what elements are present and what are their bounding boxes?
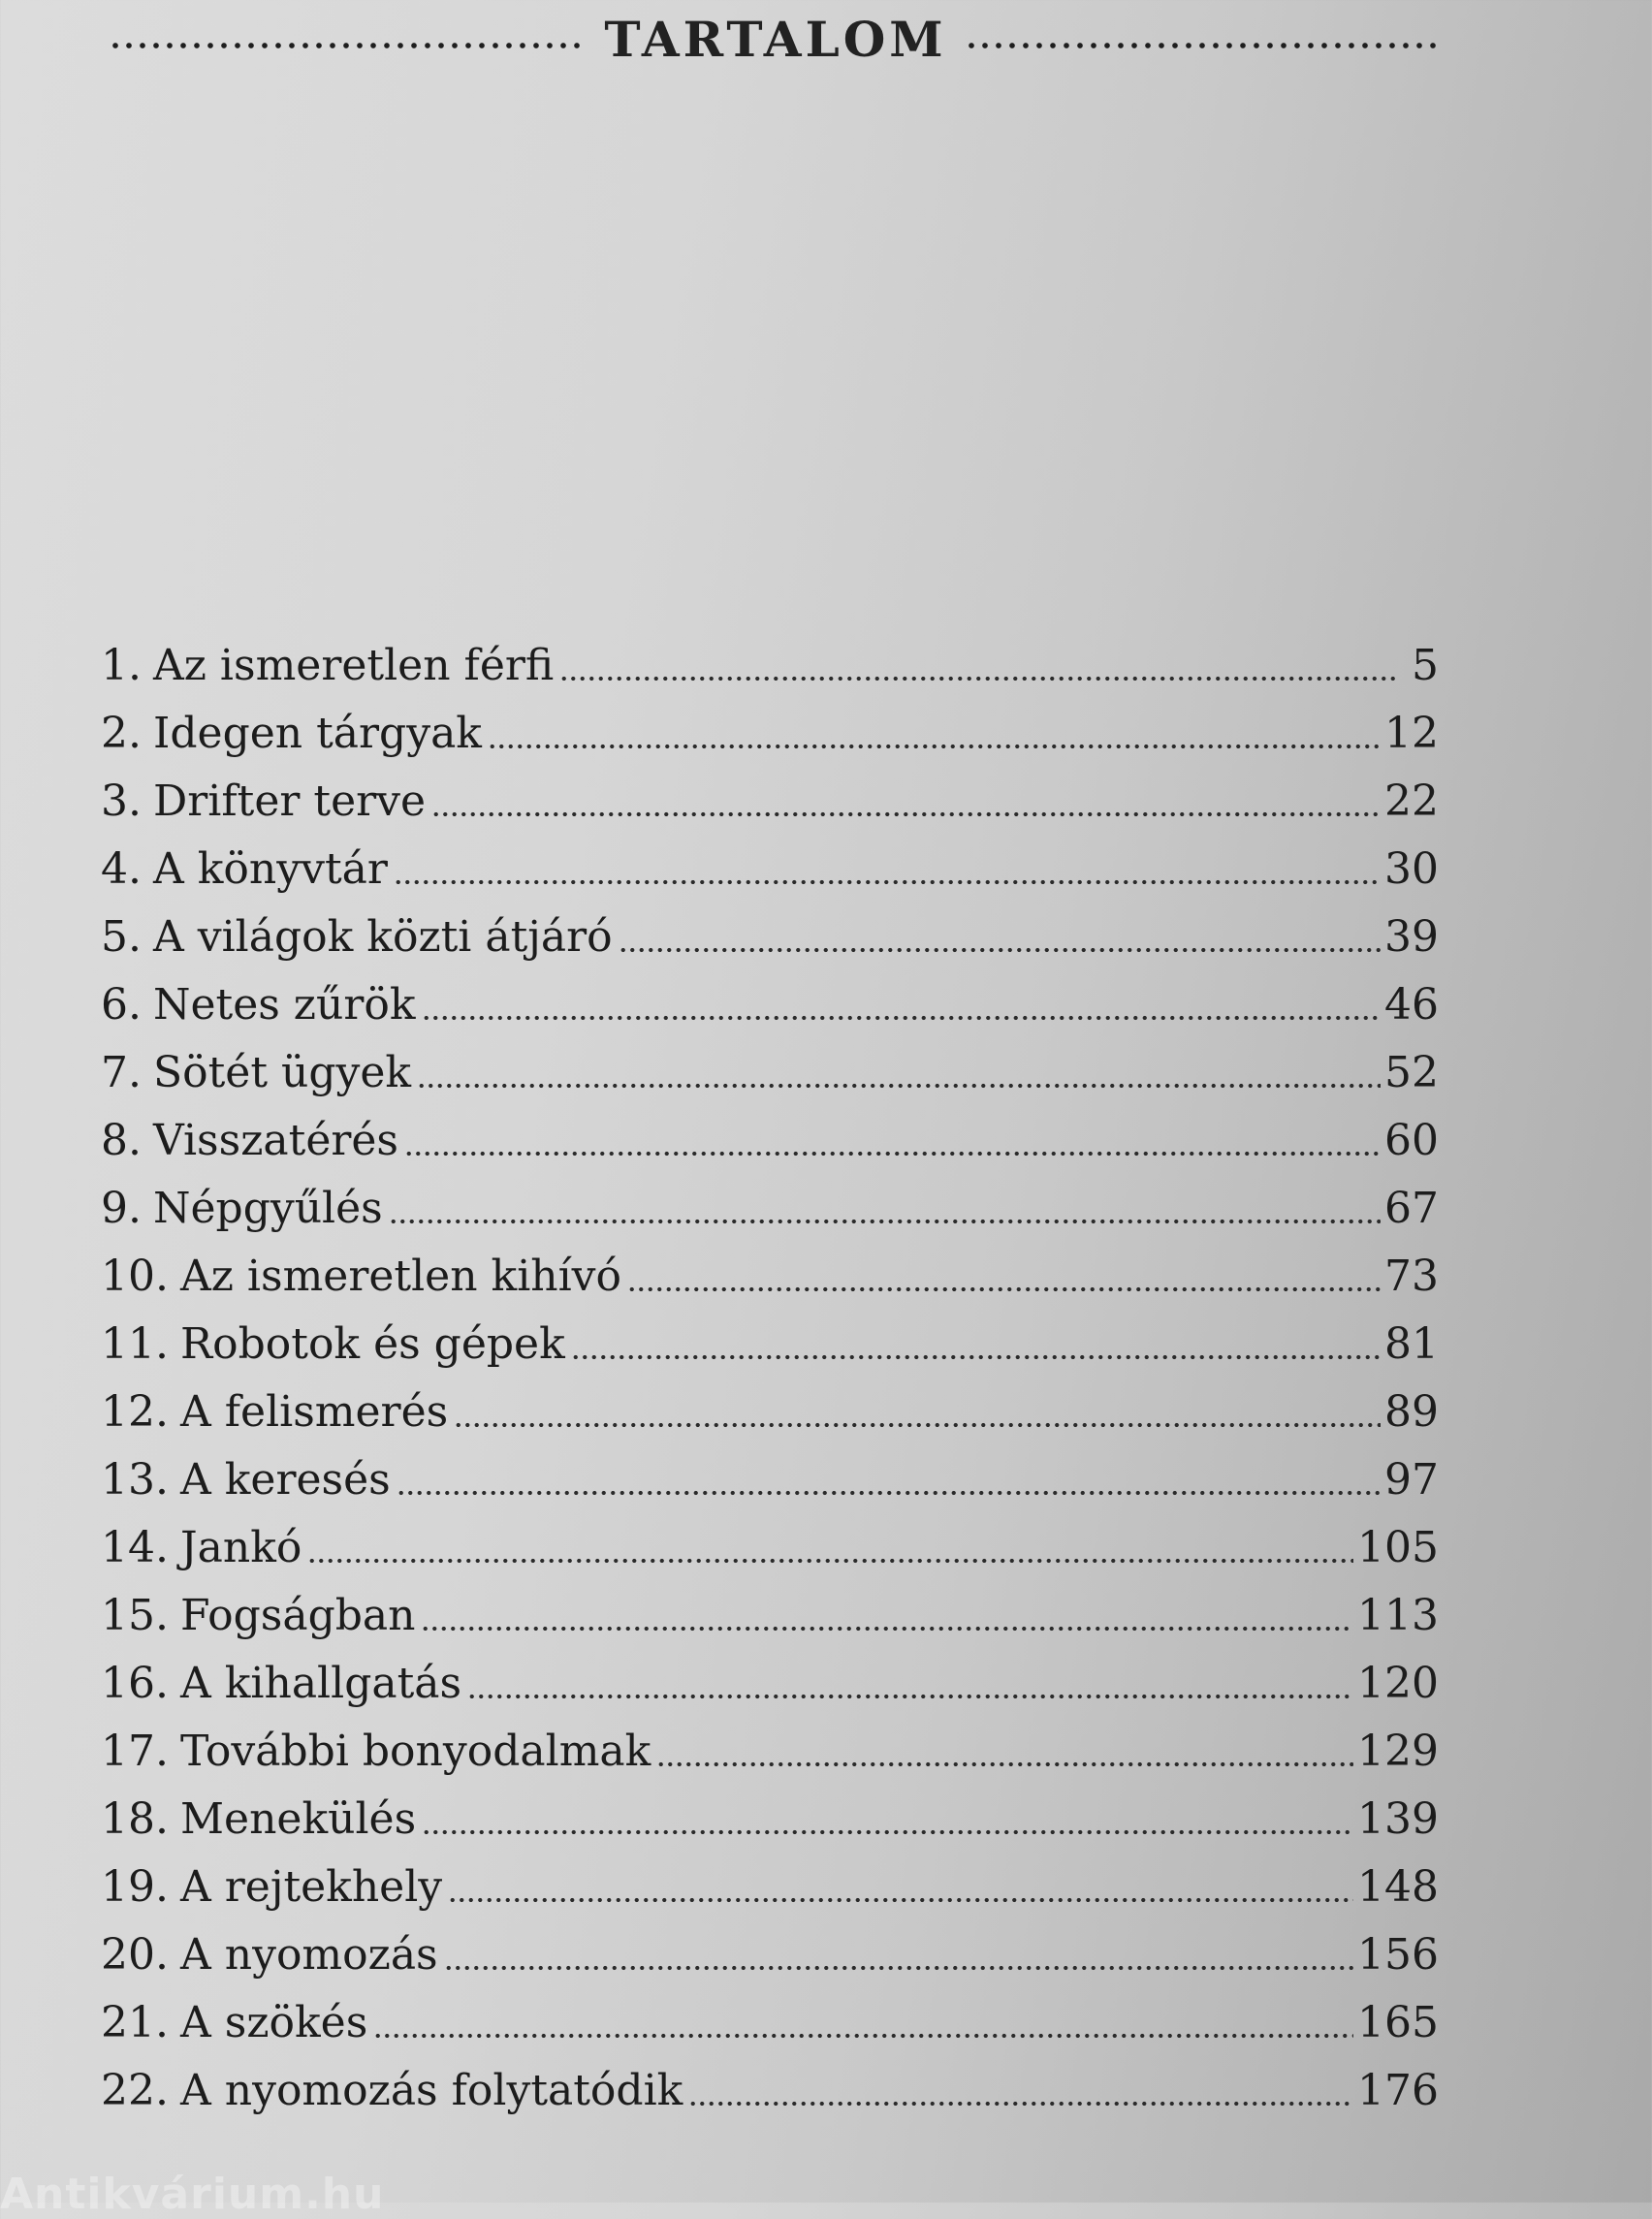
toc-entry-number: 10. bbox=[101, 1252, 169, 1301]
toc-entry-number: 4. bbox=[101, 844, 142, 894]
toc-entry-title: Fogságban bbox=[179, 1591, 416, 1640]
toc-entry-number: 8. bbox=[101, 1116, 142, 1165]
toc-entry-title: A kihallgatás bbox=[179, 1659, 462, 1708]
toc-entry-title: A nyomozás bbox=[179, 1930, 438, 1980]
toc-entry-page: 165 bbox=[1357, 1998, 1439, 2047]
toc-entry-number: 1. bbox=[101, 641, 142, 690]
toc-entry-title: Visszatérés bbox=[152, 1116, 399, 1165]
toc-dot-leader bbox=[404, 1151, 1381, 1157]
toc-entry-number: 12. bbox=[101, 1387, 169, 1437]
title-leader-left bbox=[109, 42, 587, 49]
toc-entry-page: 89 bbox=[1384, 1387, 1439, 1437]
toc-entry-page: 39 bbox=[1384, 912, 1439, 962]
toc-entry-page: 46 bbox=[1384, 980, 1439, 1030]
toc-entry-title: Az ismeretlen kihívó bbox=[179, 1252, 622, 1301]
toc-entry bbox=[101, 1718, 1439, 1786]
toc-dot-leader bbox=[389, 1219, 1381, 1224]
toc-entry bbox=[101, 700, 1439, 768]
toc-dot-leader bbox=[619, 947, 1381, 953]
toc-entry-page: 148 bbox=[1357, 1862, 1439, 1912]
toc-entry-number: 6. bbox=[101, 980, 142, 1030]
toc-entry bbox=[101, 632, 1439, 700]
toc-entry-page: 52 bbox=[1384, 1048, 1439, 1097]
toc-entry-number: 14. bbox=[101, 1523, 169, 1572]
toc-dot-leader bbox=[421, 1626, 1353, 1632]
toc-entry-number: 22. bbox=[101, 2066, 169, 2115]
toc-dot-leader bbox=[394, 879, 1381, 885]
toc-entry-number: 21. bbox=[101, 1998, 169, 2047]
toc-entry-page: 30 bbox=[1384, 844, 1439, 894]
toc-dot-leader bbox=[656, 1761, 1353, 1767]
toc-entry-title: A rejtekhely bbox=[179, 1862, 443, 1912]
toc-dot-leader bbox=[397, 1490, 1381, 1496]
toc-entry bbox=[101, 1107, 1439, 1175]
toc-entry-number: 13. bbox=[101, 1455, 169, 1505]
toc-entry-title: Robotok és gépek bbox=[179, 1319, 565, 1369]
toc-entry-number: 17. bbox=[101, 1727, 169, 1776]
toc-entry-title: A nyomozás folytatódik bbox=[179, 2066, 683, 2115]
toc-dot-leader bbox=[688, 2101, 1353, 2107]
toc-entry-page: 73 bbox=[1384, 1252, 1439, 1301]
toc-entry-page: 81 bbox=[1384, 1319, 1439, 1369]
toc-entry-title: Netes zűrök bbox=[152, 980, 416, 1030]
toc-entry-page: 113 bbox=[1357, 1591, 1439, 1640]
toc-entry bbox=[101, 1311, 1439, 1379]
toc-entry-page: 60 bbox=[1384, 1116, 1439, 1165]
toc-entry-title: Az ismeretlen férfi bbox=[152, 641, 555, 690]
toc-dot-leader bbox=[488, 744, 1381, 749]
watermark-logo: Antikvárium.hu bbox=[0, 2170, 385, 2219]
toc-entry-number: 18. bbox=[101, 1794, 169, 1844]
toc-entry bbox=[101, 1039, 1439, 1107]
toc-entry-title: Népgyűlés bbox=[152, 1184, 383, 1233]
toc-entry bbox=[101, 1446, 1439, 1514]
toc-entry-page: 156 bbox=[1357, 1930, 1439, 1980]
toc-entry-title: A könyvtár bbox=[152, 844, 388, 894]
toc-entry-number: 11. bbox=[101, 1319, 169, 1369]
title-row bbox=[109, 10, 1443, 68]
toc-entry-page: 129 bbox=[1357, 1727, 1439, 1776]
title-leader-right bbox=[965, 42, 1443, 49]
toc-entry-number: 16. bbox=[101, 1659, 169, 1708]
toc-entry-title: A szökés bbox=[179, 1998, 368, 2047]
toc-entry bbox=[101, 903, 1439, 971]
toc-dot-leader bbox=[444, 1965, 1353, 1971]
toc-entry bbox=[101, 768, 1439, 836]
toc-entry-title: Idegen tárgyak bbox=[152, 709, 482, 758]
toc-entry bbox=[101, 1650, 1439, 1718]
toc-dot-leader bbox=[307, 1558, 1353, 1564]
toc-entry bbox=[101, 2057, 1439, 2125]
toc-entry bbox=[101, 1514, 1439, 1582]
toc-dot-leader bbox=[559, 676, 1396, 682]
toc-entry bbox=[101, 1921, 1439, 1989]
toc-dot-leader bbox=[373, 2033, 1353, 2039]
toc-entry bbox=[101, 1582, 1439, 1650]
toc-entry-page: 97 bbox=[1384, 1455, 1439, 1505]
toc-dot-leader bbox=[417, 1083, 1381, 1089]
toc-entry bbox=[101, 1854, 1439, 1921]
toc-entry bbox=[101, 836, 1439, 903]
toc-dot-leader bbox=[431, 811, 1381, 817]
toc-entry-number: 7. bbox=[101, 1048, 142, 1097]
toc-dot-leader bbox=[627, 1286, 1381, 1292]
page-title: TARTALOM bbox=[604, 10, 947, 68]
toc-entry-title: Sötét ügyek bbox=[152, 1048, 412, 1097]
toc-entry-title: Drifter terve bbox=[152, 777, 427, 826]
toc-entry-title: A világok közti átjáró bbox=[152, 912, 613, 962]
toc-dot-leader bbox=[448, 1897, 1353, 1903]
toc-entry-page: 105 bbox=[1357, 1523, 1439, 1572]
toc-entry bbox=[101, 1243, 1439, 1311]
toc-dot-leader bbox=[454, 1422, 1381, 1428]
toc-entry bbox=[101, 1379, 1439, 1446]
toc-entry-title: Menekülés bbox=[179, 1794, 417, 1844]
toc-entry-page: 12 bbox=[1384, 709, 1439, 758]
table-of-contents bbox=[101, 632, 1439, 2125]
toc-entry bbox=[101, 1786, 1439, 1854]
toc-entry bbox=[101, 1989, 1439, 2057]
toc-entry-title: A felismerés bbox=[179, 1387, 449, 1437]
toc-entry bbox=[101, 1175, 1439, 1243]
toc-entry-title: A keresés bbox=[179, 1455, 391, 1505]
toc-entry-number: 20. bbox=[101, 1930, 169, 1980]
toc-dot-leader bbox=[571, 1354, 1381, 1360]
toc-entry-number: 15. bbox=[101, 1591, 169, 1640]
toc-entry-number: 5. bbox=[101, 912, 142, 962]
toc-entry-page: 139 bbox=[1357, 1794, 1439, 1844]
toc-entry-page: 176 bbox=[1357, 2066, 1439, 2115]
toc-entry-number: 2. bbox=[101, 709, 142, 758]
toc-entry bbox=[101, 971, 1439, 1039]
toc-entry-title: További bonyodalmak bbox=[179, 1727, 651, 1776]
toc-entry-number: 19. bbox=[101, 1862, 169, 1912]
toc-dot-leader bbox=[422, 1829, 1353, 1835]
toc-entry-page: 22 bbox=[1384, 777, 1439, 826]
toc-dot-leader bbox=[467, 1694, 1353, 1699]
toc-entry-number: 3. bbox=[101, 777, 142, 826]
toc-entry-page: 67 bbox=[1384, 1184, 1439, 1233]
toc-entry-title: Jankó bbox=[179, 1523, 302, 1572]
toc-entry-number: 9. bbox=[101, 1184, 142, 1233]
toc-entry-page: 5 bbox=[1412, 641, 1439, 690]
toc-entry-page: 120 bbox=[1357, 1659, 1439, 1708]
toc-dot-leader bbox=[422, 1015, 1381, 1021]
